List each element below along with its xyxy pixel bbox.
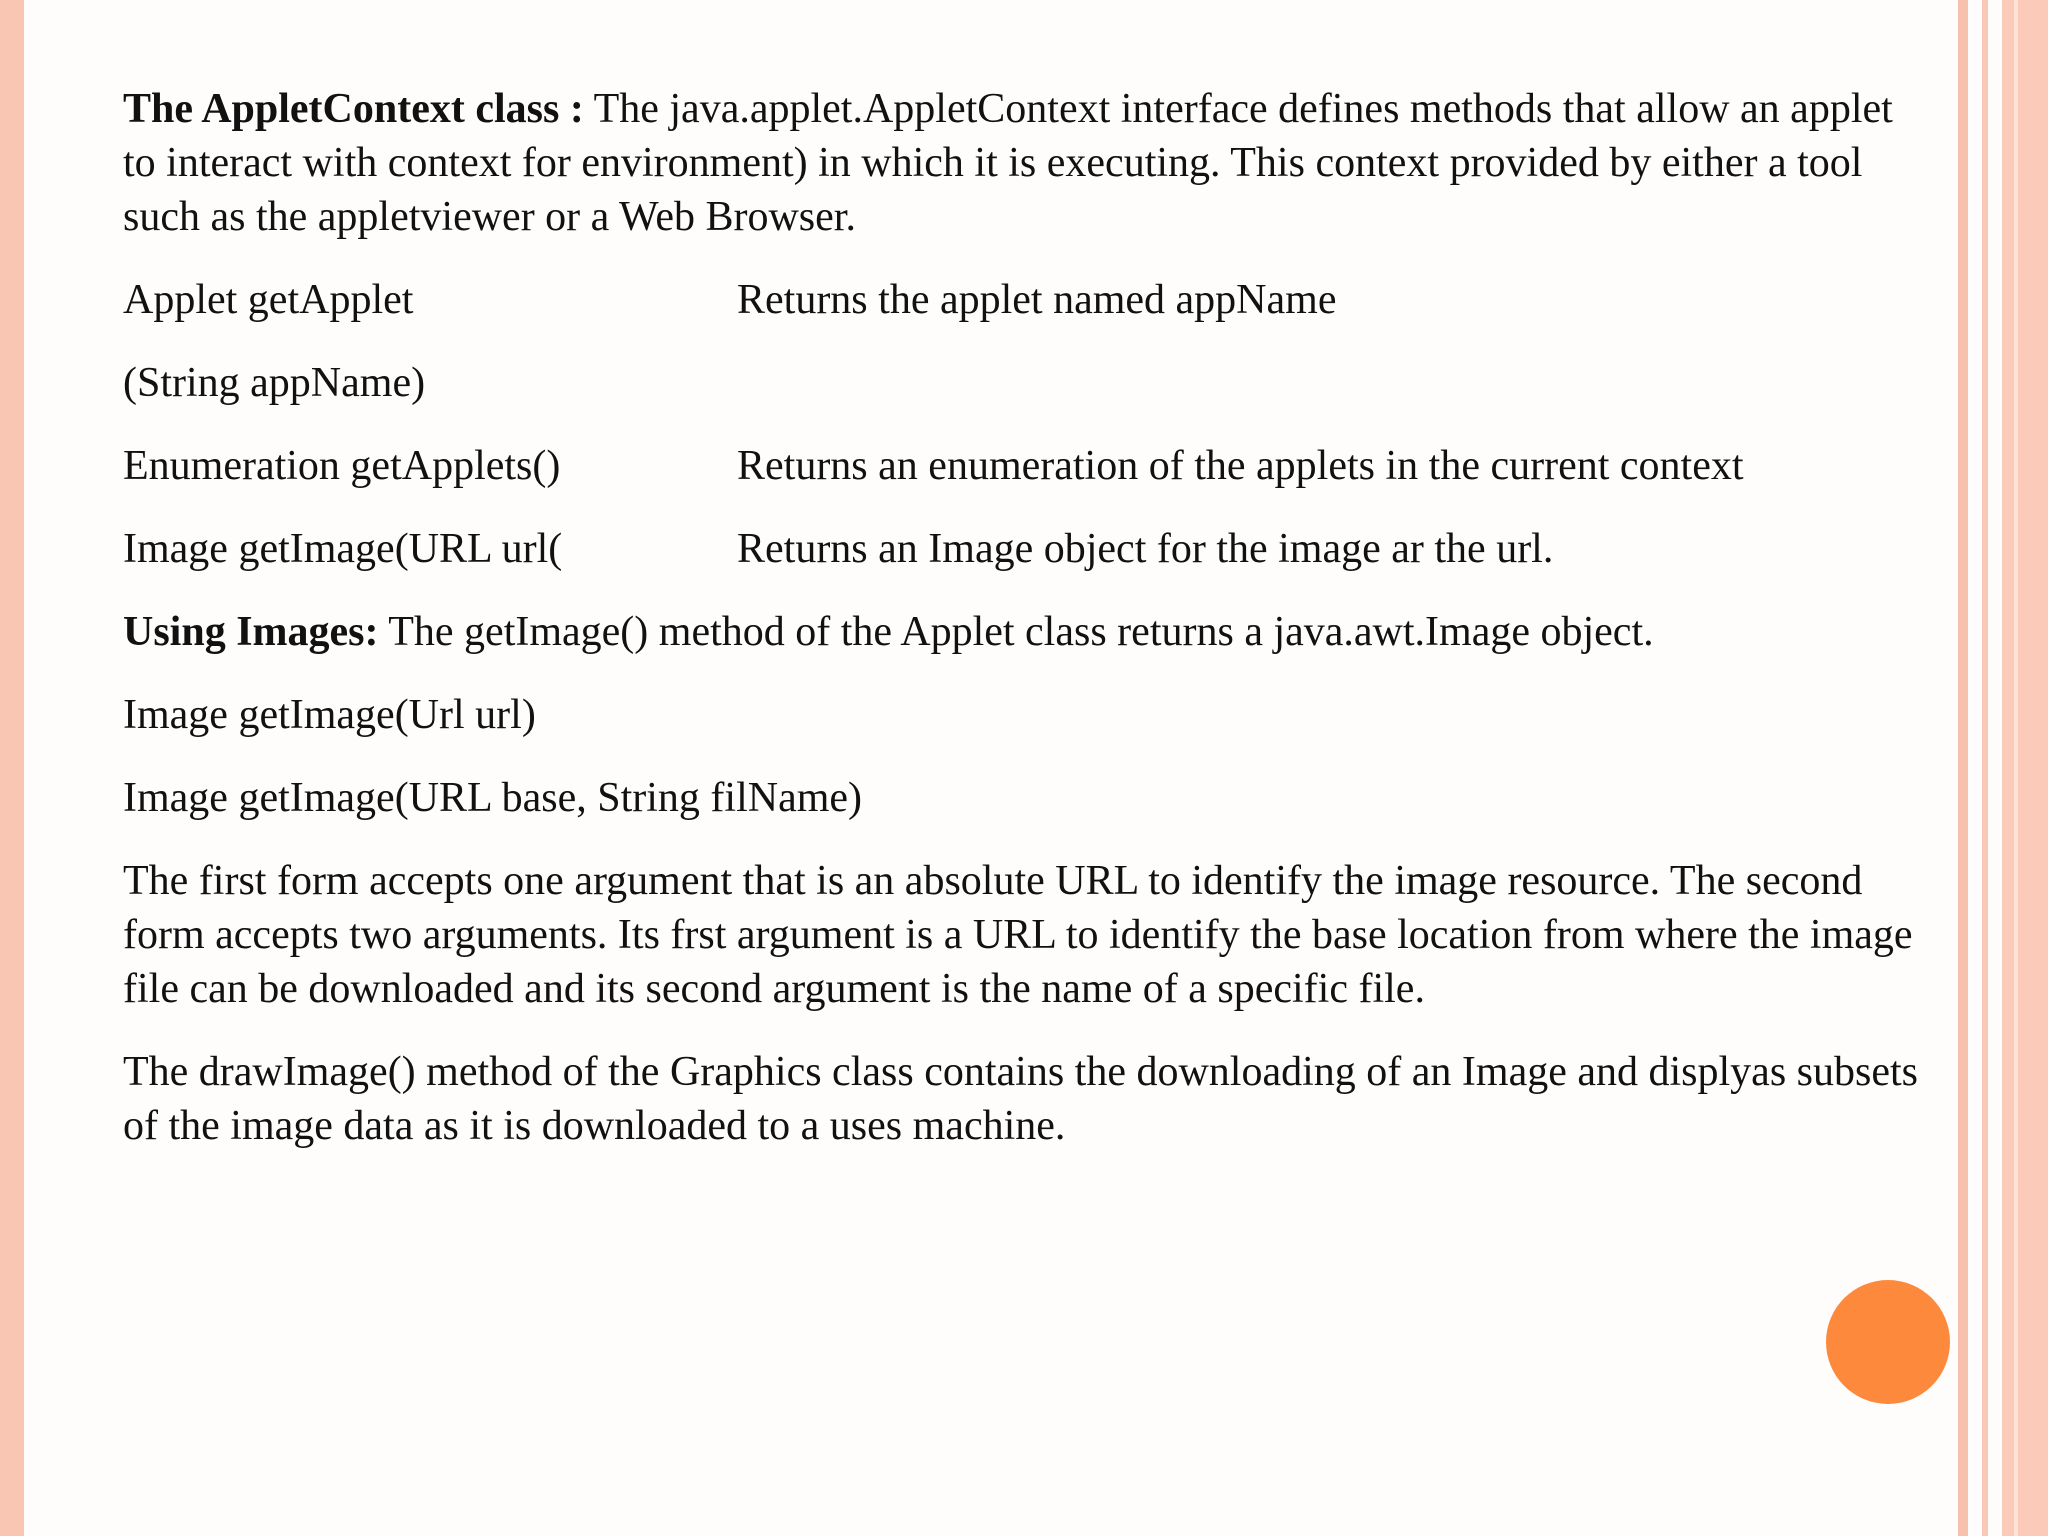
slide-content — [123, 82, 1923, 1182]
method-signature: (String appName) — [123, 360, 426, 406]
right-decorative-stripe-1 — [1958, 0, 1968, 1536]
method-signature: Applet getApplet — [123, 277, 414, 323]
using-images-paragraph — [123, 605, 1923, 659]
using-images-text: The getImage() method of the Applet class returns a java.awt.Image object. — [378, 609, 1654, 655]
method-row — [123, 522, 1923, 576]
body-paragraph: The drawImage() method of the Graphics class contains the downloading of an Image and displyas subsets of the image data as it is downloaded to a uses machine. — [123, 1049, 1919, 1149]
form-signature: Image getImage(Url url) — [123, 692, 536, 738]
method-row — [123, 356, 1923, 410]
method-signature: Enumeration getApplets() — [123, 443, 561, 489]
right-decorative-stripe-2 — [1982, 0, 1988, 1536]
intro-paragraph — [123, 82, 1923, 244]
right-decorative-stripe-inner — [2014, 0, 2018, 1536]
left-decorative-border — [0, 0, 24, 1536]
method-row — [123, 273, 1923, 327]
method-description: Returns the applet named appName — [737, 277, 1337, 323]
method-description: Returns an Image object for the image ar the url. — [737, 526, 1554, 572]
intro-text: The java.applet.AppletContext interface defines methods that allow an applet to interact with context for environment) in which it is executing. This context provided by either a tool such as the appletviewer or a Web Browser. — [123, 86, 1893, 240]
body-paragraph: The first form accepts one argument that is an absolute URL to identify the image resource. The second form accepts two arguments. Its frst argument is a URL to identify the base location from where the image file can be downloaded and its second argument is the name of a specific file. — [123, 858, 1913, 1012]
form-signature: Image getImage(URL base, String filName) — [123, 775, 863, 821]
method-row — [123, 439, 1923, 493]
orange-circle-decoration — [1826, 1280, 1950, 1404]
right-decorative-stripe-3 — [2002, 0, 2048, 1536]
method-description: Returns an enumeration of the applets in the current context — [737, 443, 1744, 489]
method-description — [737, 356, 1923, 410]
intro-heading: The AppletContext class : — [123, 86, 584, 132]
using-images-heading: Using Images: — [123, 609, 379, 655]
method-signature: Image getImage(URL url( — [123, 526, 563, 572]
